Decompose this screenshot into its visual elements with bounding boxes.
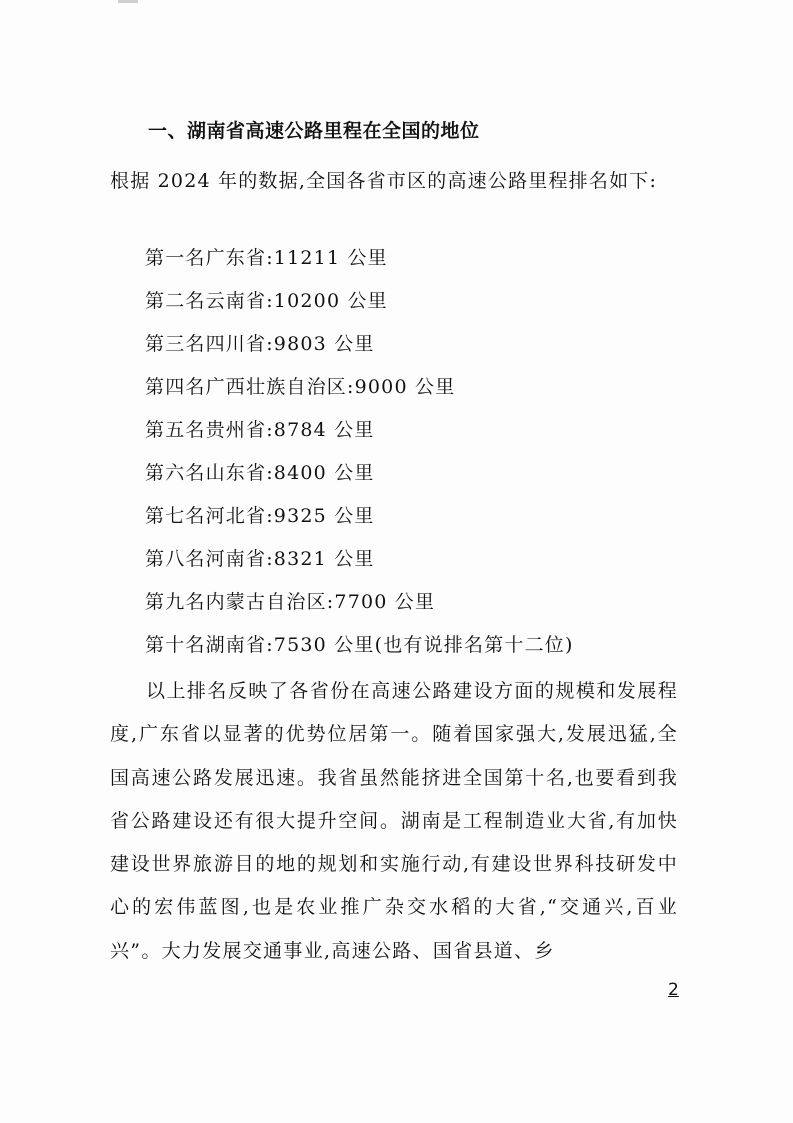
ranking-item-10: 第十名湖南省:7530 公里(也有说排名第十二位)	[145, 634, 574, 656]
body-paragraph: 以上排名反映了各省份在高速公路建设方面的规模和发展程度,广东省以显著的优势位居第一。随着国家强大,发展迅猛,全国高速公路发展迅速。我省虽然能挤进全国第十名,也要看到我省公路建设还有很大提升空间。湖南是工程制造业大省,有加快建设世界旅游目的地的规划和实施行动,有建设世界科技研发中心的宏伟蓝图,也是农业推广杂交水稻的大省,“交通兴,百业兴”。大力发展交通事业,高速公路、国省县道、乡	[110, 680, 678, 962]
ranking-item-3: 第三名四川省:9803 公里	[145, 333, 375, 355]
ranking-item-9: 第九名内蒙古自治区:7700 公里	[145, 591, 436, 613]
ranking-item-7: 第七名河北省:9325 公里	[145, 505, 375, 527]
ranking-item-4: 第四名广西壮族自治区:9000 公里	[145, 376, 456, 398]
section-heading: 一、湖南省高速公路里程在全国的地位	[148, 120, 480, 142]
scan-artifact	[118, 0, 138, 3]
ranking-item-2: 第二名云南省:10200 公里	[145, 290, 388, 312]
ranking-item-5: 第五名贵州省:8784 公里	[145, 419, 375, 441]
ranking-item-1: 第一名广东省:11211 公里	[145, 247, 388, 269]
ranking-item-8: 第八名河南省:8321 公里	[145, 548, 375, 570]
intro-text: 根据 2024 年的数据,全国各省市区的高速公路里程排名如下:	[110, 170, 658, 192]
ranking-item-6: 第六名山东省:8400 公里	[145, 462, 375, 484]
page-number: 2	[668, 980, 679, 1000]
